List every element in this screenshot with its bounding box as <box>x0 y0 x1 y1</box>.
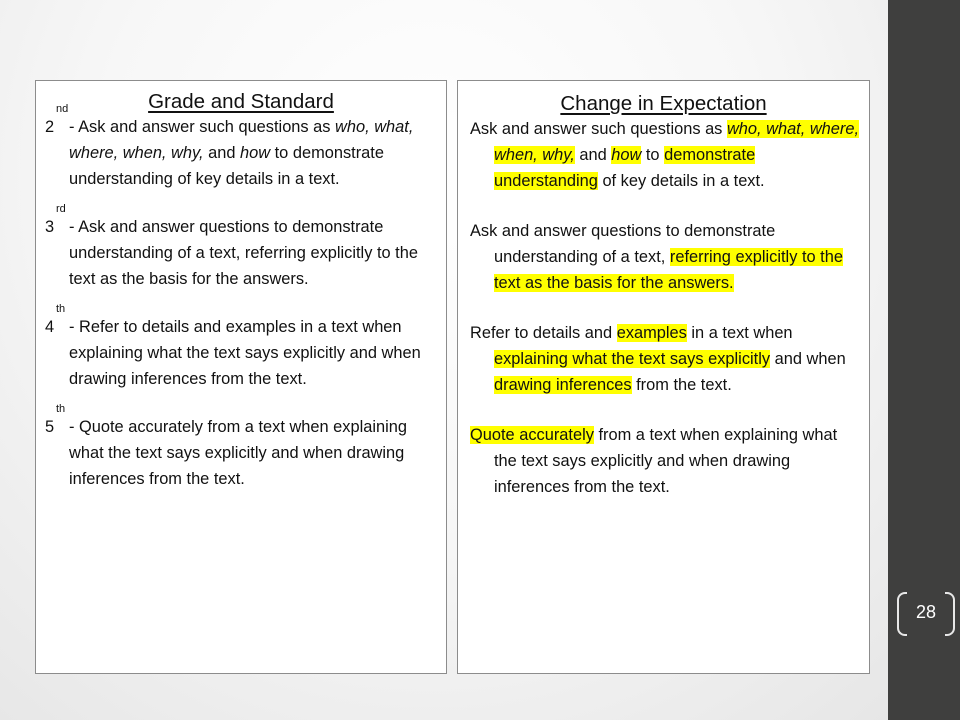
grade-label: 4 th <box>45 303 66 336</box>
grade-label: 3 rd <box>45 203 66 236</box>
grade-2-change: Ask and answer such questions as who, what, where, when, why, and how to demonstrate understanding of key details in a text. <box>470 120 860 190</box>
grade-label: 5 th <box>45 403 66 436</box>
grade-5-change: Quote accurately from a text when explaining what the text says explicitly and when drawing inferences from the text. <box>470 426 838 496</box>
highlight: explaining what the text says explicitly <box>494 350 771 368</box>
grade-5-standard: 5 th - Quote accurately from a text when explaining what the text says explicitly and when drawing inferences from the text. <box>45 403 408 488</box>
highlight: how <box>611 146 642 164</box>
grade-4-change: Refer to details and examples in a text when explaining what the text says explicitly and when drawing inferences from the text. <box>470 324 846 394</box>
highlight: who, what, where, when, why, <box>494 120 860 164</box>
grade-4-standard: 4 th - Refer to details and examples in a text when explaining what the text says explicitly and when drawing inferences from the text. <box>45 303 421 388</box>
grade-3-change: Ask and answer questions to demonstrate understanding of a text, referring explicitly to the text as the basis for the answers. <box>470 222 843 292</box>
change-panel-title: Change in Expectation <box>560 92 767 115</box>
page-number: 28 <box>915 602 937 622</box>
highlight: drawing inferences <box>494 376 632 394</box>
highlight: Quote accurately <box>470 426 594 444</box>
grade-2-standard: 2 nd - Ask and answer such questions as who, what, where, when, why, and how to demonstrate understanding of key details in a text. <box>45 103 414 188</box>
page-number-badge <box>897 592 955 634</box>
grade-standard-list <box>36 103 446 492</box>
change-expectation-panel <box>457 80 870 674</box>
highlight: referring explicitly to the text as the basis for the answers. <box>494 248 843 292</box>
grade-3-standard: 3 rd - Ask and answer questions to demonstrate understanding of a text, referring explicitly to the text as the basis for the answers. <box>45 203 418 288</box>
highlight: understanding <box>494 172 598 190</box>
highlight: demonstrate <box>664 146 756 164</box>
grade-label: 2 nd <box>45 103 69 136</box>
right-bracket <box>945 592 955 636</box>
grade-panel-title: Grade and Standard <box>148 90 334 113</box>
highlight: examples <box>616 324 687 342</box>
grade-standard-panel <box>35 80 447 674</box>
change-expectation-list <box>458 116 869 500</box>
